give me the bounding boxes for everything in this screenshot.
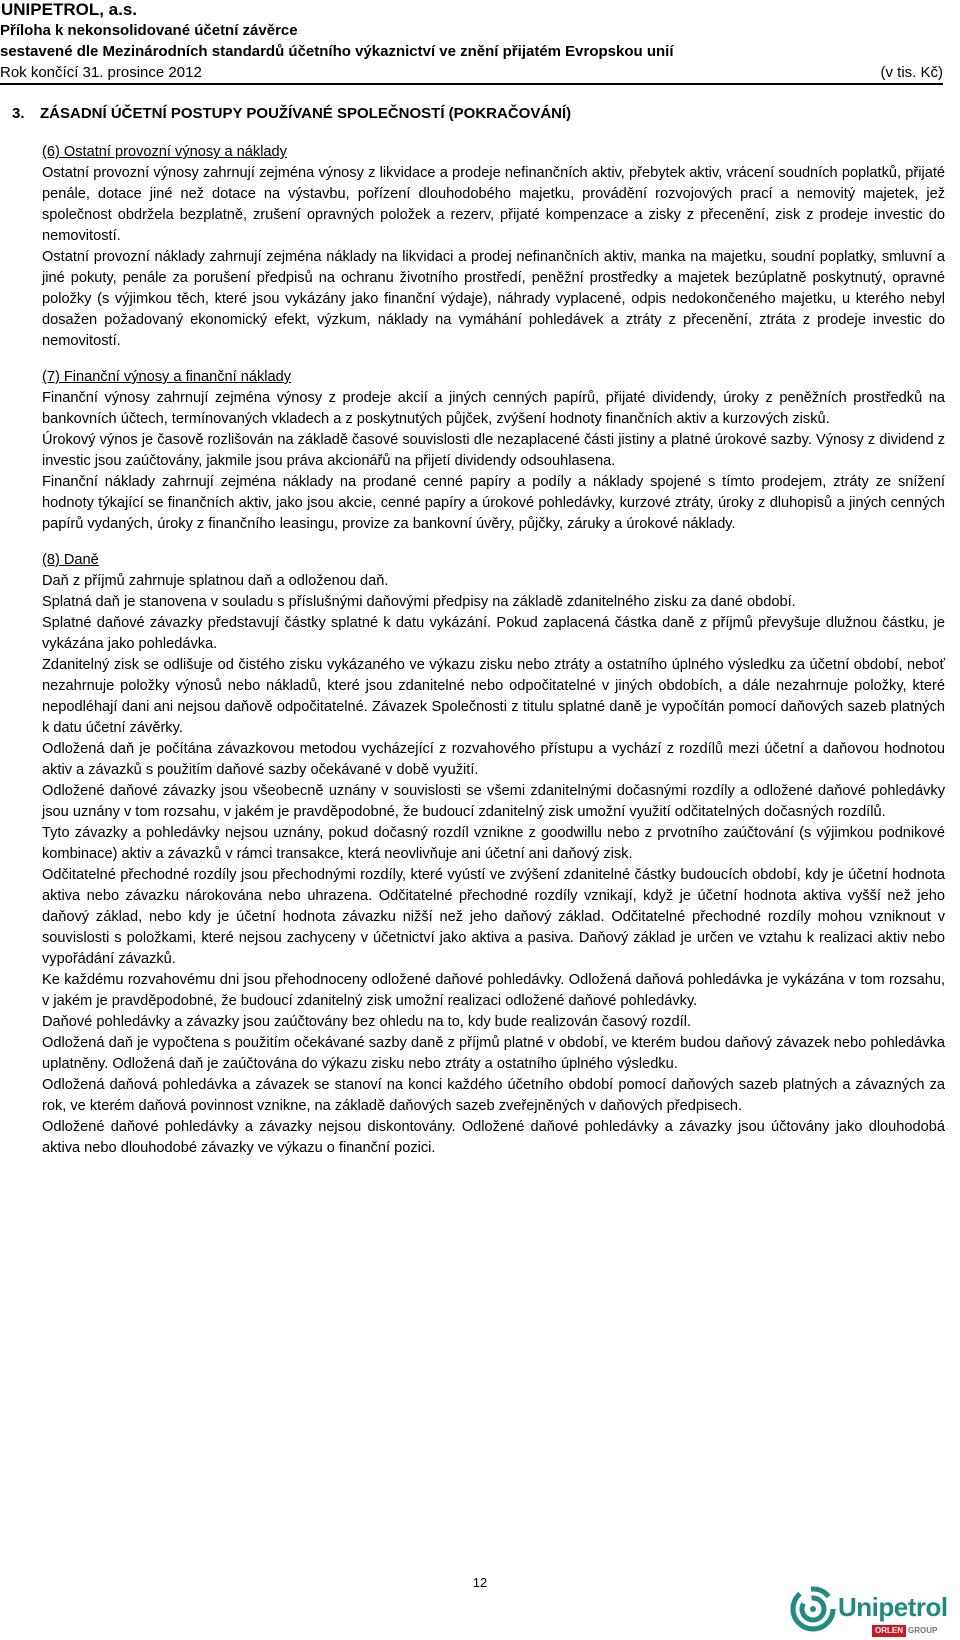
paragraph: Ostatní provozní výnosy zahrnují zejména výnosy z likvidace a prodeje nefinančních aktiv, přebytek aktiv, vrácení soudních poplatků, přijaté penále, dotace jiné než dotace na výstavbu, pořízení dlouhodobého majetku, provádění rozvojových prací a nemovitý majetek, jež společnost obdržela bezplatně, zrušení opravných položek a rezerv, přijaté kompenzace a zisky z přecenění, zisk z prodeje investic do nemovitostí. [42,165,945,244]
section-number: 3. [12,105,25,122]
currency-unit: (v tis. Kč) [880,64,943,81]
paragraph: Odložená daň je vypočtena s použitím očekávané sazby daně z příjmů platné v období, ve kterém budou daňový závazek nebo pohledávka uplatněny. Odložená daň je zaúčtována do výkazu zisku nebo ztráty a ostatního úplného výsledku. [42,1035,945,1072]
group-label: GROUP [908,1626,938,1635]
document-subtitle: sestavené dle Mezinárodních standardů účetního výkaznictví ve znění přijatém Evropskou unií [0,43,674,60]
unipetrol-logo [790,1586,948,1640]
subsection-heading-8: (8) Daně [42,552,99,568]
page-header [0,0,943,85]
spacer [42,352,945,367]
unipetrol-mark-icon [790,1586,836,1632]
header-rule [0,83,943,85]
document-title: Příloha k nekonsolidované účetní závěrce [0,22,298,39]
paragraph: Splatná daň je stanovena v souladu s příslušnými daňovými předpisy na základě zdanitelného zisku za dané období. [42,594,796,610]
section-title: ZÁSADNÍ ÚČETNÍ POSTUPY POUŽÍVANÉ SPOLEČNOSTÍ (POKRAČOVÁNÍ) [40,105,572,122]
paragraph: Odložená daň je počítána závazkovou metodou vycházející z rozvahového přístupu a vychází z rozdílů mezi účetní a daňovou hodnotou aktiv a závazků s použitím daňové sazby očekávané v době využití. [42,741,945,778]
logo-wordmark: Unipetrol [838,1592,948,1622]
paragraph: Zdanitelný zisk se odlišuje od čistého zisku vykázaného ve výkazu zisku nebo ztráty a ostatního úplného výsledku za účetní období, neboť nezahrnuje položky výnosů nebo nákladů, které jsou zdanitelné nebo odpočitatelné v jiných obdobích, a dále nezahrnuje položky, které nepodléhají dani ani nejsou daňově odpočitatelné. Závazek Společnosti z titulu splatné daně je vypočítán pomocí daňových sazeb platných k datu účetní závěrky. [42,657,945,736]
paragraph: Odložená daňová pohledávka a závazek se stanoví na konci každého účetního období pomocí daňových sazeb platných a závazných za rok, ve kterém daňová povinnost vznikne, na základě daňových sazeb zveřejněných v daňových předpisech. [42,1077,945,1114]
paragraph: Úrokový výnos je časově rozlišován na základě časové souvislosti dle nezaplacené části jistiny a platné úrokové sazby. Výnosy z dividend z investic jsou zaúčtovány, jakmile jsou práva akcionářů na přijetí dividendy odsouhlasena. [42,432,945,469]
spacer [42,535,945,550]
paragraph: Ke každému rozvahovému dni jsou přehodnoceny odložené daňové pohledávky. Odložená daňová pohledávka je vykázána v tom rozsahu, v jakém je pravděpodobné, že budoucí zdanitelný zisk umožní realizaci odložené daňové pohledávky. [42,972,945,1009]
paragraph: Odčitatelné přechodné rozdíly jsou přechodnými rozdíly, které vyústí ve zvýšení zdanitelné částky budoucích období, kdy je účetní hodnota aktiva nebo závazku nárokována nebo uhrazena. Odčitatelné přechodné rozdíly vznikají, když je účetní hodnota aktiva vyšší než jeho daňový základ, nebo kdy je účetní hodnota závazku nižší než jeho daňový základ. Odčitatelné přechodné rozdíly mohou vzniknout v souvislosti s položkami, které nejsou zachyceny v účetnictví jako aktiva a pasiva. Daňový základ je určen ve vztahu k realizaci aktiv nebo vypořádání závazků. [42,867,945,967]
subsection-heading-7: (7) Finanční výnosy a finanční náklady [42,369,292,385]
paragraph: Tyto závazky a pohledávky nejsou uznány, pokud dočasný rozdíl vznikne z goodwillu nebo z prvotního zaúčtování (s výjimkou podnikové kombinace) aktiv a závazků v rámci transakce, která neovlivňuje ani účetní ani daňový zisk. [42,825,945,862]
paragraph: Finanční náklady zahrnují zejména náklady na prodané cenné papíry a podíly a náklady spojené s tímto prodejem, ztráty ze snížení hodnoty týkající se finančních aktiv, jako jsou akcie, cenné papíry a úrokové pohledávky, kurzové ztráty, úroky z dluhopisů a jiných cenných papírů vydaných, úroky z finančního leasingu, provize za bankovní úvěry, půjčky, záruky a úrokové náklady. [42,474,945,532]
section-heading [12,104,571,124]
paragraph: Odložené daňové závazky jsou všeobecně uznány v souvislosti se všemi zdanitelnými dočasnými rozdíly a odložené daňové pohledávky jsou uznány v tom rozsahu, v jakém je pravděpodobné, že budoucí zdanitelný zisk umožní využití odčitatelných dočasných rozdílů. [42,783,945,820]
paragraph: Finanční výnosy zahrnují zejména výnosy z prodeje akcií a jiných cenných papírů, přijaté dividendy, úroky z peněžních prostředků na bankovních účtech, termínovaných vkladech a z poskytnutých půjček, zvýšení hodnoty finančních aktiv a kurzových zisků. [42,390,945,427]
paragraph: Ostatní provozní náklady zahrnují zejména náklady na likvidaci a prodej nefinančních aktiv, manka na majetku, soudní poplatky, smluvní a jiné pokuty, penále za porušení předpisů na ochranu životního prostředí, peněžní prostředky a majetek bezúplatně poskytnutý, opravné položky (s výjimkou těch, které jsou vykázány jako finanční výdaje), náhrady vyplacené, odpis nedokončeného majetku, u kterého nebyl dosažen požadovaný ekonomický efekt, výzkum, náklady na vymáhání pohledávek a ztráty z přecenění, ztráta z prodeje investic do nemovitostí. [42,249,945,349]
document-body [42,142,945,1159]
subsection-heading-6: (6) Ostatní provozní výnosy a náklady [42,144,287,160]
paragraph: Odložené daňové pohledávky a závazky nejsou diskontovány. Odložené daňové pohledávky a závazky jsou účtovány jako dlouhodobá aktiva nebo dlouhodobé závazky ve výkazu o finanční pozici. [42,1119,945,1156]
orlen-badge: ORLEN [872,1625,906,1637]
period-row [0,62,943,83]
paragraph: Daňové pohledávky a závazky jsou zaúčtovány bez ohledu na to, kdy bude realizován časový rozdíl. [42,1014,691,1030]
company-name: UNIPETROL, a.s. [1,0,138,19]
paragraph: Daň z příjmů zahrnuje splatnou daň a odloženou daň. [42,573,389,589]
page-number: 12 [472,1575,488,1590]
paragraph: Splatné daňové závazky představují částky splatné k datu vykázání. Pokud zaplacená částka daně z příjmů převyšuje dlužnou částku, je vykázána jako pohledávka. [42,615,945,652]
period-label: Rok končící 31. prosince 2012 [0,64,202,81]
